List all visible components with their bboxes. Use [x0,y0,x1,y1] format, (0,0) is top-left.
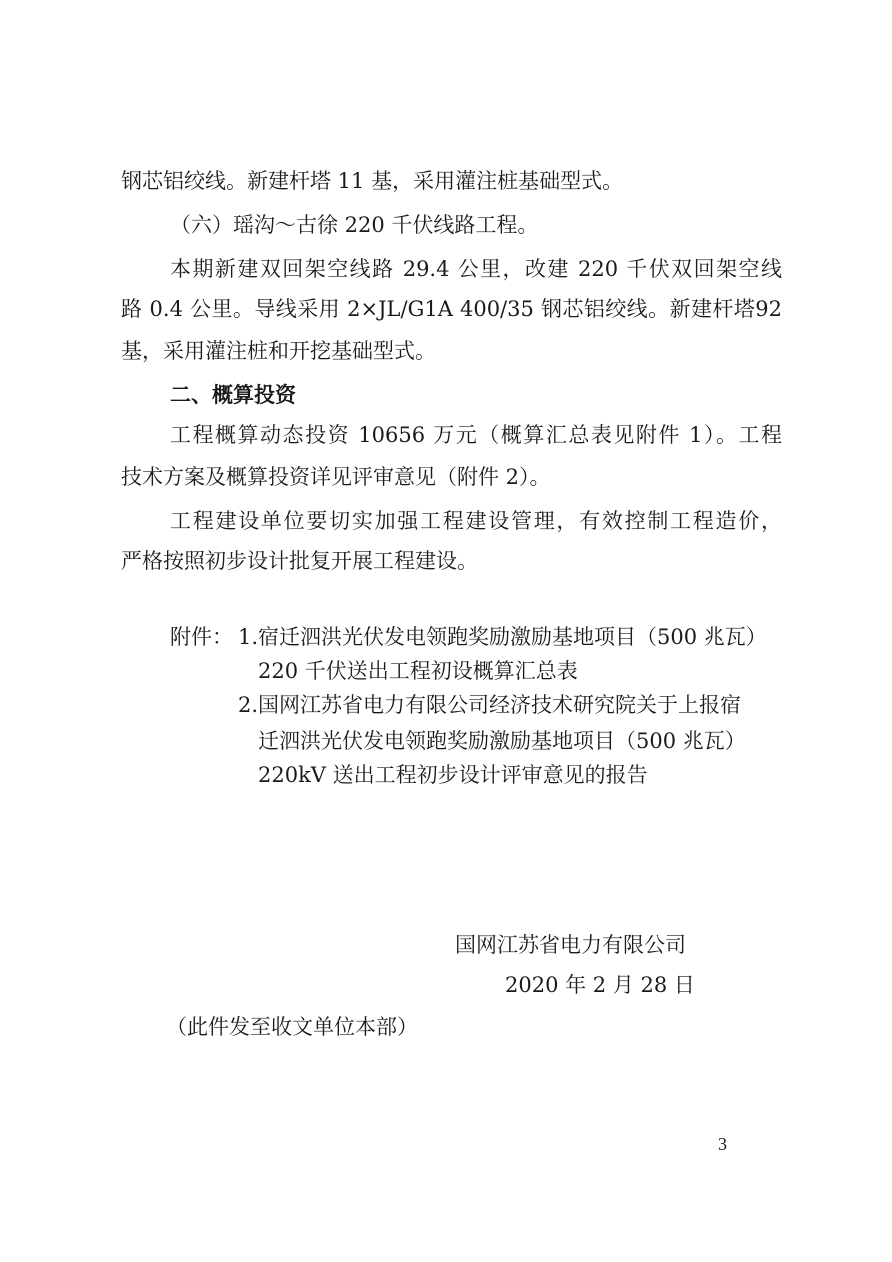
body-paragraph-5-line-2: 严格按照初步设计批复开展工程建设。 [121,549,478,573]
body-paragraph-4-line-1: 工程概算动态投资 10656 万元（概算汇总表见附件 1）。工程 [170,423,782,447]
body-paragraph-3-line-1: 本期新建双回架空线路 29.4 公里，改建 220 千伏双回架空线 [170,257,782,281]
attachment-2-line-2: 迁泗洪光伏发电领跑奖励激励基地项目（500 兆瓦） [258,729,746,753]
body-paragraph-1: 钢芯铝绞线。新建杆塔 11 基，采用灌注桩基础型式。 [121,169,624,193]
signature-date: 2020 年 2 月 28 日 [505,973,695,997]
signature-organization: 国网江苏省电力有限公司 [455,933,686,957]
attachment-2-line-1: 2.国网江苏省电力有限公司经济技术研究院关于上报宿 [238,693,742,717]
body-paragraph-4-line-2: 技术方案及概算投资详见评审意见（附件 2）。 [121,465,551,489]
distribution-note: （此件发至收文单位本部） [166,1015,418,1039]
section-title-investment: 二、概算投资 [170,383,296,407]
body-paragraph-3-line-3: 基，采用灌注桩和开挖基础型式。 [121,339,436,363]
body-paragraph-3-line-2: 路 0.4 公里。导线采用 2×JL/G1A 400/35 钢芯铝绞线。新建杆塔92 [121,297,782,321]
subsection-heading-6: （六）瑶沟～古徐 220 千伏线路工程。 [170,213,539,237]
attachment-1-line-1: 1.宿迁泗洪光伏发电领跑奖励激励基地项目（500 兆瓦） [238,625,767,649]
attachment-1-line-2: 220 千伏送出工程初设概算汇总表 [258,659,578,683]
page-number: 3 [718,1134,727,1154]
attachments-label: 附件： [170,625,233,649]
body-paragraph-5-line-1: 工程建设单位要切实加强工程建设管理，有效控制工程造价， [170,509,782,533]
attachment-2-line-3: 220kV 送出工程初步设计评审意见的报告 [258,763,648,787]
